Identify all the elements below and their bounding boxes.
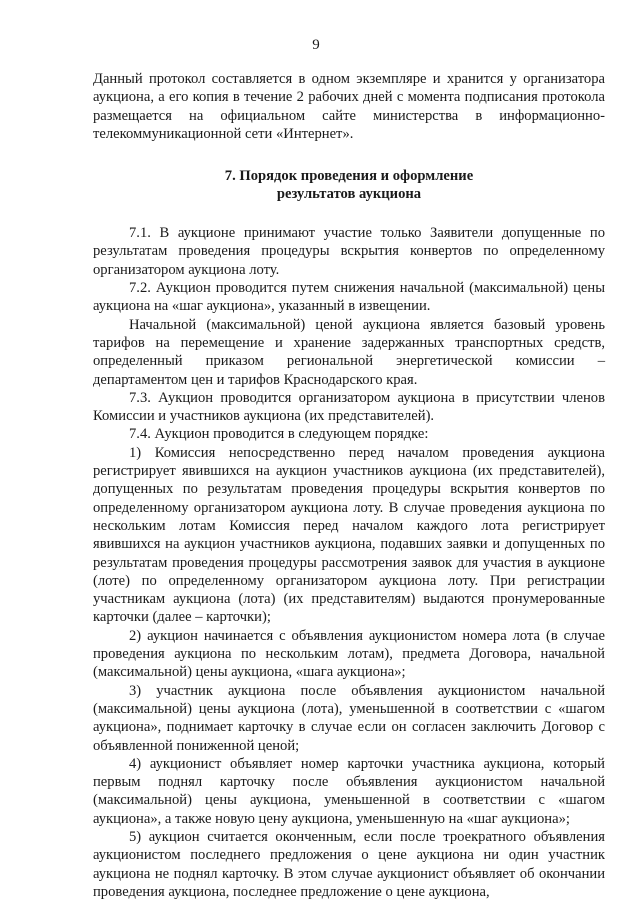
paragraph-initial-price: Начальной (максимальной) ценой аукциона является базовый уровень тарифов на перемещение и хранение задержанных транспортных средств, определенный приказом региональной энергетической комиссии – департаментом цен и тарифов Краснодарского края.: [93, 316, 605, 388]
paragraph-7-4: 7.4. Аукцион проводится в следующем порядке:: [129, 426, 429, 443]
list-item-5: 5) аукцион считается оконченным, если после троекратного объявления аукционистом последнего предложения о цене аукциона ни один участник аукциона не поднял карточку. В этом случае аукционист объявляет об окончании проведения аукциона, последнее предложение о цене аукциона,: [93, 828, 605, 900]
paragraph-7-1: 7.1. В аукционе принимают участие только Заявители допущенные по результатам проведения процедуры вскрытия конвертов по определенному организатором аукциона лоту.: [93, 225, 605, 278]
page-number: 9: [312, 37, 320, 53]
list-item-4: 4) аукционист объявляет номер карточки участника аукциона, который первым поднял карточку после объявления аукционистом начальной (максимальной) цены аукциона, уменьшенной в соответствии с «шагом аукциона», а также новую цену аукциона, уменьшенную на «шаг аукциона»;: [93, 755, 605, 827]
intro-paragraph: Данный протокол составляется в одном экземпляре и хранится у организатора аукциона, а его копия в течение 2 рабочих дней с момента подписания протокола размещается на официальном сайте министерства в информационно-телекоммуникационной сети «Интернет».: [93, 71, 605, 142]
section-heading-line-1: 7. Порядок проведения и оформление: [224, 168, 474, 185]
section-heading-line-2: результатов аукциона: [276, 186, 422, 203]
section-heading: [93, 167, 605, 203]
list-item-1: 1) Комиссия непосредственно перед началом проведения аукциона регистрирует явившихся на аукцион участников аукциона (их представителей), допущенных по результатам проведения процедуры вскрытия конвертов по определенному организатором аукциона лоту. В случае проведения аукциона по нескольким лотам Комиссия перед началом каждого лота регистрирует явившихся на аукцион участников аукциона, подавших заявки и допущенных по результатам проведения процедуры рассмотрения заявок для участия в аукционе (лоте) по определенному организатором аукциона лоту. При регистрации участникам аукциона (лота) (их представителям) выдаются пронумерованные карточки (далее – карточки);: [93, 444, 605, 626]
paragraph-7-3: 7.3. Аукцион проводится организатором аукциона в присутствии членов Комиссии и участников аукциона (их представителей).: [93, 389, 605, 425]
paragraph-7-2: 7.2. Аукцион проводится путем снижения начальной (максимальной) цены аукциона на «шаг аукциона», указанный в извещении.: [93, 280, 605, 315]
list-item-2: 2) аукцион начинается с объявления аукционистом номера лота (в случае проведения аукциона по нескольким лотам), предмета Договора, начальной (максимальной) цены аукциона, «шага аукциона»;: [93, 627, 605, 681]
list-item-3: 3) участник аукциона после объявления аукционистом начальной (максимальной) цены аукциона (лота), уменьшенной в соответствии с «шагом аукциона», поднимает карточку в случае если он согласен заключить Договор с объявленной пониженной ценой;: [93, 682, 605, 754]
document-body: [93, 70, 605, 901]
